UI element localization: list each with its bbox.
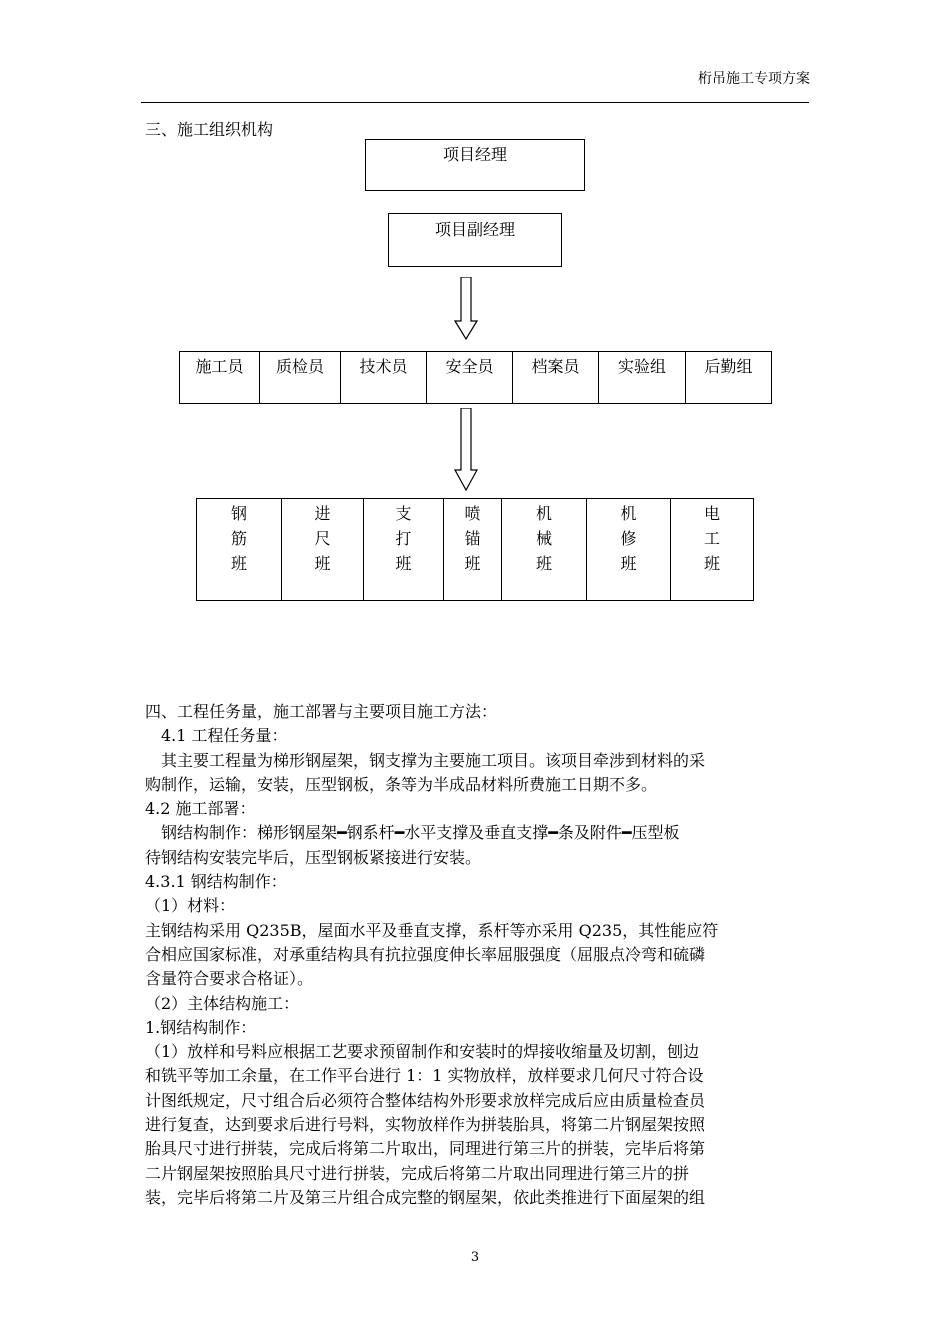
team-char: 机 [535,504,552,523]
team-char: 电 [703,504,720,523]
body-line: 4.3.1 钢结构制作： [145,872,287,892]
body-line: 主钢结构采用 Q235B，屋面水平及垂直支撑，系杆等亦采用 Q235，其性能应符 [145,920,719,940]
team-char: 筋 [230,529,247,548]
body-line: 和铣平等加工余量，在工作平台进行 1：1 实物放样，放样要求几何尺寸符合设 [145,1066,704,1086]
team-char: 修 [620,529,637,548]
body-line: 装，完毕后将第二片及第三片组合成完整的钢屋架，依此类推进行下面屋架的组 [145,1187,706,1207]
org-team-cell [587,499,671,600]
team-char: 支 [395,504,412,523]
body-line: 计图纸规定，尺寸组合后必须符合整体结构外形要求放样完成后应由质量检查员 [145,1090,706,1110]
body-line: 合相应国家标准，对承重结构具有抗拉强度伸长率屈服强度（屈服点冷弯和硫磷 [145,944,706,964]
body-text [145,700,815,1210]
org-team-cell [364,499,444,600]
body-line: 1.钢结构制作： [145,1017,257,1037]
team-char: 班 [464,554,481,573]
org-team-cell [282,499,364,600]
org-team-cell [444,499,502,600]
org-staff-cell: 施工员 [180,352,260,403]
team-char: 机 [620,504,637,523]
org-team-cell [197,499,282,600]
team-char: 班 [535,554,552,573]
team-char: 尺 [314,529,331,548]
org-staff-row [179,351,772,404]
team-char: 班 [230,554,247,573]
body-line: 4.1 工程任务量： [145,726,288,746]
body-line: 胎具尺寸进行拼装，完成后将第二片取出，同理进行第三片的拼装，完毕后将第 [145,1139,706,1159]
org-box-manager: 项目经理 [365,139,585,191]
section-heading: 三、施工组织机构 [145,120,274,139]
page-number: 3 [470,1250,480,1265]
body-line: （1）材料： [145,896,236,916]
org-team-cell [502,499,587,600]
team-char: 打 [395,529,412,548]
team-char: 工 [703,529,720,548]
team-char: 班 [703,554,720,573]
team-char: 锚 [464,529,481,548]
team-char: 班 [620,554,637,573]
body-line: 钢结构制作：梯形钢屋架━钢系杆━水平支撑及垂直支撑━条及附件━压型板 [145,823,680,843]
org-staff-cell: 质检员 [260,352,341,403]
org-team-cell [671,499,753,600]
team-char: 钢 [230,504,247,523]
org-staff-cell: 实验组 [599,352,686,403]
body-line: 进行复查，达到要求后进行号料，实物放样作为拼装胎具，将第二片钢屋架按照 [145,1115,706,1135]
body-line: 含量符合要求合格证）。 [145,969,314,989]
team-char: 喷 [464,504,481,523]
org-staff-cell: 安全员 [427,352,513,403]
org-staff-cell: 档案员 [513,352,599,403]
org-team-row [196,498,754,601]
running-header: 桁吊施工专项方案 [698,71,810,87]
body-line: 二片钢屋架按照胎具尺寸进行拼装，完成后将第二片取出同理进行第三片的拼 [145,1163,690,1183]
body-line: 4.2 施工部署： [145,799,256,819]
org-staff-cell: 后勤组 [704,357,753,376]
body-line: （1）放样和号料应根据工艺要求预留制作和安装时的焊接收缩量及切割，刨边 [145,1042,700,1062]
body-line: 待钢结构安装完毕后，压型钢板紧接进行安装。 [145,847,482,867]
org-box-deputy: 项目副经理 [388,213,562,267]
team-char: 进 [314,504,331,523]
org-staff-cell: 技术员 [341,352,427,403]
down-arrow-icon [454,408,478,492]
team-char: 班 [314,554,331,573]
body-line: 其主要工程量为梯形钢屋架，钢支撑为主要施工项目。该项目牵涉到材料的采 [145,750,706,770]
body-line: 购制作，运输，安装，压型钢板，条等为半成品材料所费施工日期不多。 [145,774,658,794]
team-char: 班 [395,554,412,573]
down-arrow-icon [454,277,478,341]
body-line: 四、工程任务量，施工部署与主要项目施工方法： [145,702,498,721]
header-rule [141,102,809,103]
body-line: （2）主体结构施工： [145,993,300,1013]
team-char: 械 [535,529,552,548]
